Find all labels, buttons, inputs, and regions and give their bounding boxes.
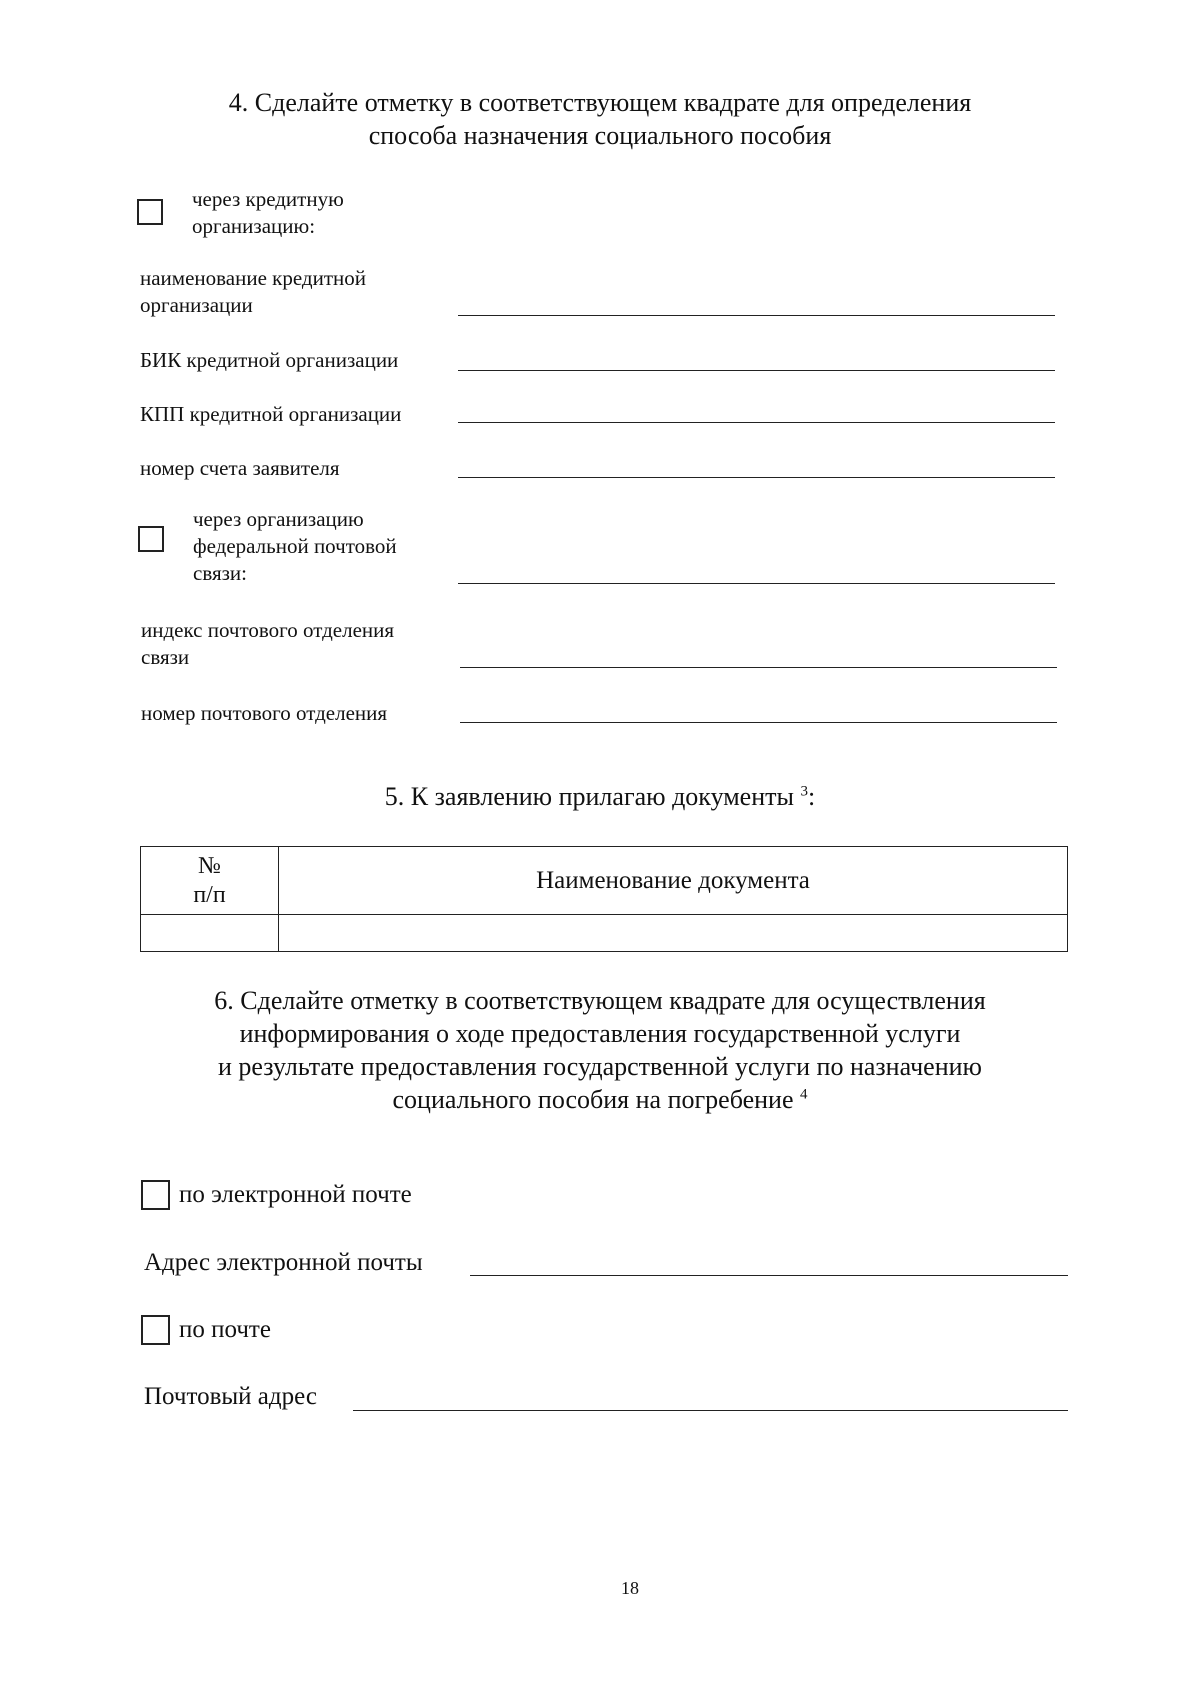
column-number-header-line1: № <box>198 852 221 879</box>
bank-name-field[interactable] <box>458 315 1055 316</box>
post-office-number-label: номер почтового отделения <box>141 701 388 725</box>
mail-notify-option-label: по почте <box>179 1316 271 1343</box>
bank-name-label-line1: наименование кредитной <box>140 266 366 290</box>
kpp-label: КПП кредитной организации <box>140 402 402 426</box>
post-organization-field[interactable] <box>458 583 1055 584</box>
section-5-footnote: 3 <box>800 783 808 800</box>
section-5-heading <box>120 780 1080 813</box>
credit-organization-checkbox[interactable] <box>137 199 163 225</box>
section-4-heading <box>120 86 1080 152</box>
kpp-field[interactable] <box>458 422 1055 423</box>
postal-index-label-line2: связи <box>141 645 190 669</box>
account-number-field[interactable] <box>458 477 1055 478</box>
documents-table <box>140 846 1068 952</box>
section-5-colon: : <box>807 782 816 811</box>
postal-index-label-line1: индекс почтового отделения <box>141 618 395 642</box>
post-organization-option-label <box>193 506 397 587</box>
postal-index-field[interactable] <box>460 667 1057 668</box>
post-option-line2: федеральной почтовой <box>193 534 397 558</box>
section-6-heading-line2: информирования о ходе предоставления государственной услуги <box>239 1019 961 1048</box>
table-cell-number[interactable] <box>141 915 279 952</box>
mail-notify-checkbox[interactable] <box>141 1315 170 1345</box>
section-6-heading <box>120 984 1080 1116</box>
bik-label: БИК кредитной организации <box>140 348 399 372</box>
table-cell-document-name[interactable] <box>279 915 1068 952</box>
section-6-heading-line4 <box>120 1083 1080 1116</box>
email-notify-checkbox[interactable] <box>141 1180 170 1210</box>
post-organization-checkbox[interactable] <box>138 526 164 552</box>
post-option-line1: через организацию <box>193 507 364 531</box>
postal-address-label: Почтовый адрес <box>144 1383 317 1410</box>
post-office-number-field[interactable] <box>460 722 1057 723</box>
section-6-footnote: 4 <box>799 1086 808 1103</box>
column-number-header-line2: п/п <box>193 881 226 908</box>
bank-name-label-line2: организации <box>140 293 253 317</box>
column-number-header <box>141 847 279 915</box>
documents-table-header-row <box>141 847 1068 915</box>
credit-organization-option-label <box>192 186 344 240</box>
bik-field[interactable] <box>458 370 1055 371</box>
email-notify-option-label: по электронной почте <box>179 1181 412 1208</box>
table-row <box>141 915 1068 952</box>
section-6-heading-line3: и результате предоставления государственной услуги по назначению <box>218 1052 982 1081</box>
section-4-heading-line1: 4. Сделайте отметку в соответствующем квадрате для определения <box>228 88 972 117</box>
email-address-label: Адрес электронной почты <box>144 1249 423 1276</box>
section-6-heading-line1: 6. Сделайте отметку в соответствующем квадрате для осуществления <box>214 986 986 1015</box>
postal-address-field[interactable] <box>353 1410 1068 1411</box>
account-number-label: номер счета заявителя <box>140 456 340 480</box>
email-address-field[interactable] <box>470 1275 1068 1276</box>
page-number: 18 <box>621 1578 639 1598</box>
section-4-heading-line2: способа назначения социального пособия <box>368 121 832 150</box>
section-5-title: 5. К заявлению прилагаю документы <box>384 782 794 811</box>
column-document-name-header: Наименование документа <box>279 847 1068 915</box>
credit-option-line1: через кредитную <box>192 187 344 211</box>
credit-option-line2: организацию: <box>192 214 316 238</box>
bank-name-label <box>140 265 366 319</box>
section-6-heading-line4-text: социального пособия на погребение <box>392 1085 794 1114</box>
post-option-line3: связи: <box>193 561 247 585</box>
postal-index-label <box>141 617 394 671</box>
